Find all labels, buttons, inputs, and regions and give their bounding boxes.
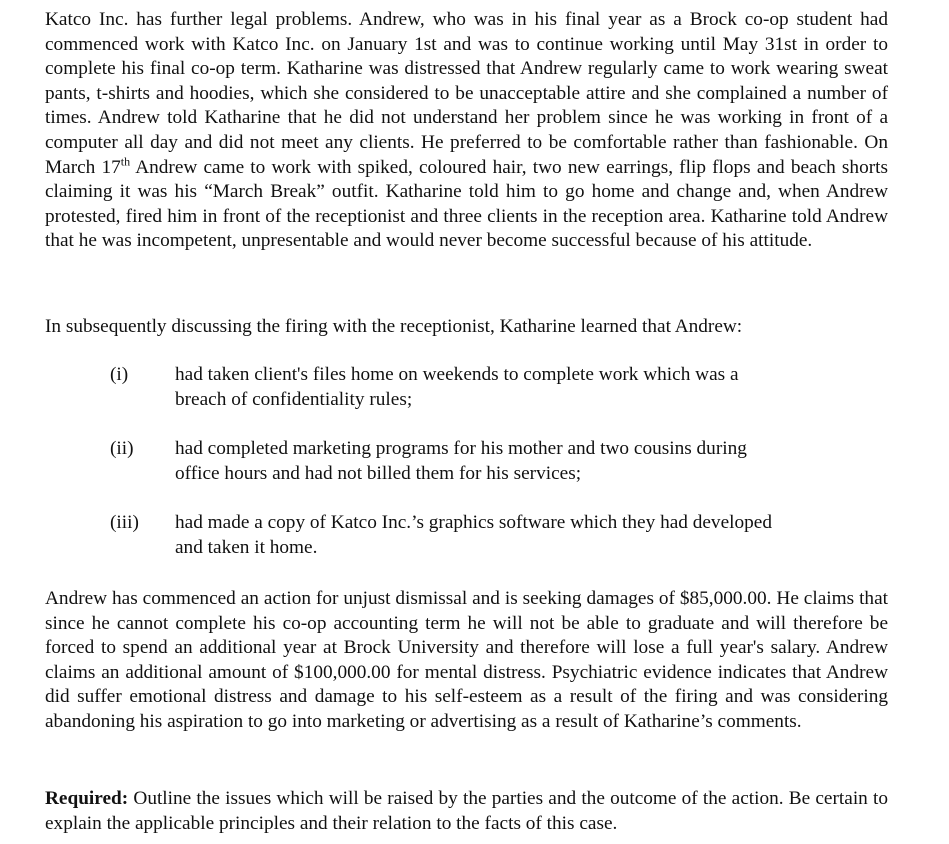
list-item-text: had completed marketing programs for his mother and two cousins during office hours and had not billed them for his services; — [175, 438, 747, 484]
case-facts-paragraph — [45, 8, 888, 254]
case-facts-text-b: Andrew came to work with spiked, coloured hair, two new earrings, flip flops and beach shorts claiming it was his “March Break” outfit. Katharine told him to go home and change and, when Andrew protested, fired him in front of the receptionist and three clients in the reception area. Katharine told Andrew that he was incompetent, unpresentable and would never become successful because of his attitude. — [45, 156, 888, 252]
list-item-text: had taken client's files home on weekends to complete work which was a breach of confidentiality rules; — [175, 364, 739, 410]
required-label: Required: — [45, 788, 129, 809]
required-text: Outline the issues which will be raised by the parties and the outcome of the action. Be certain to explain the applicable principles and their relation to the facts of this case. — [45, 788, 888, 834]
ordinal-superscript: th — [120, 154, 131, 169]
list-intro-paragraph: In subsequently discussing the firing with the receptionist, Katharine learned that Andrew: — [45, 316, 743, 337]
list-item-text: had made a copy of Katco Inc.’s graphics software which they had developed and taken it home. — [175, 512, 772, 558]
list-item-numeral: (iii) — [110, 512, 139, 533]
list-item-numeral: (ii) — [110, 438, 134, 459]
list-item-numeral: (i) — [110, 364, 129, 385]
case-facts-text-a: Katco Inc. has further legal problems. Andrew, who was in his final year as a Brock co-op student had commenced work with Katco Inc. on January 1st and was to continue working until May 31st in order to complete his final co-op term. Katharine was distressed that Andrew regularly came to work wearing sweat pants, t-shirts and hoodies, which she considered to be unacceptable attire and she complained a number of times. Andrew told Katharine that he did not understand her problem since he was working in front of a computer all day and did not meet any clients. He preferred to be comfortable rather than fashionable. On March 17 — [45, 9, 888, 178]
damages-claim-paragraph: Andrew has commenced an action for unjust dismissal and is seeking damages of $85,000.00. He claims that since he cannot complete his co-op accounting term he will not be able to graduate and will therefore be forced to spend an additional year at Brock University and therefore will lose a full year's salary. Andrew claims an additional amount of $100,000.00 for mental distress. Psychiatric evidence indicates that Andrew did suffer emotional distress and damage to his self-esteem as a result of the firing and was considering abandoning his aspiration to go into marketing or advertising as a result of Katharine’s comments. — [45, 588, 888, 732]
required-paragraph — [45, 787, 888, 836]
